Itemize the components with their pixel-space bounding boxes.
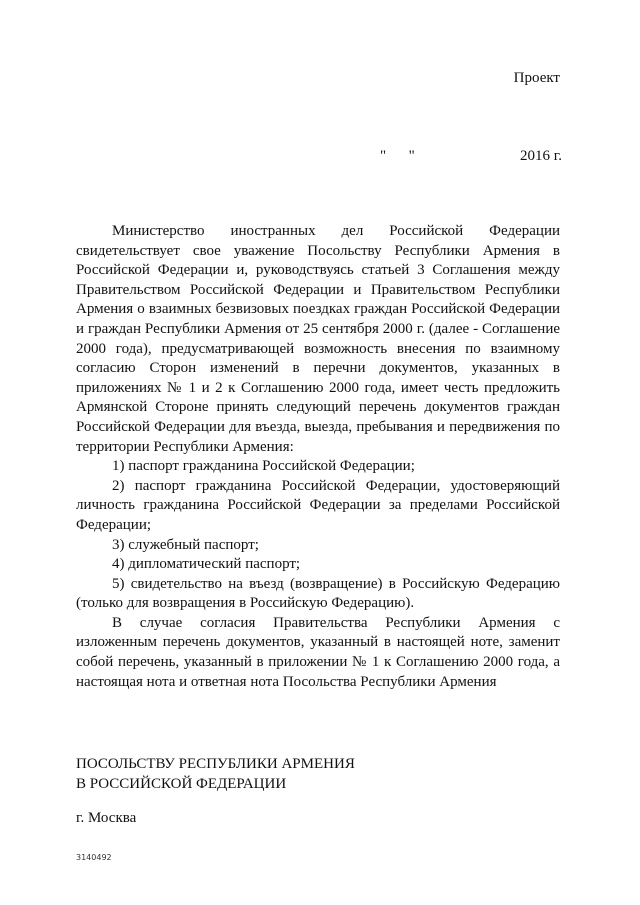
addressee-line-1: ПОСОЛЬСТВУ РЕСПУБЛИКИ АРМЕНИЯ bbox=[76, 756, 355, 772]
list-item: 3) служебный паспорт; bbox=[112, 536, 259, 553]
list-item: 1) паспорт гражданина Российской Федерации; bbox=[112, 458, 415, 475]
date-quotes: " " bbox=[380, 148, 415, 164]
city-label: г. Москва bbox=[76, 810, 137, 826]
addressee-line-2: В РОССИЙСКОЙ ФЕДЕРАЦИИ bbox=[76, 776, 287, 792]
list-item: 2) паспорт гражданина Российской Федерации, удостоверяющий личность гражданина Российской Федерации за пределами Российской Федерации; bbox=[76, 477, 560, 533]
list-item: 5) свидетельство на въезд (возвращение) в Российскую Федерацию (только для возвращения в Российскую Федерацию). bbox=[76, 575, 560, 612]
date-year: 2016 г. bbox=[520, 148, 562, 164]
list-item: 4) дипломатический паспорт; bbox=[112, 556, 301, 573]
intro-paragraph: Министерство иностранных дел Российской Федерации свидетельствует свое уважение Посольству Республики Армения в Российской Федерации и, руководствуясь статьей 3 Соглашения между Правительством Российской Федерации и Правительством Республики Армения о взаимных безвизовых поездках граждан Российской Федерации и граждан Республики Армения от 25 сентября 2000 г. (далее - Соглашение 2000 года), предусматривающей возможность внесения по взаимному согласию Сторон изменений в перечни документов, указанных в приложениях № 1 и 2 к Соглашению 2000 года, имеет честь предложить Армянской Стороне принять следующий перечень документов граждан Российской Федерации для въезда, выезда, пребывания и передвижения по территории Республики Армения: bbox=[76, 223, 560, 455]
draft-label: Проект bbox=[513, 70, 560, 86]
document-number: 3140492 bbox=[76, 853, 112, 862]
addressee-block bbox=[76, 754, 355, 794]
closing-paragraph: В случае согласия Правительства Республики Армения с изложенным перечень документов, указанный в настоящей ноте, заменит собой перечень, указанный в приложении № 1 к Соглашению 2000 года, а настоящая нота и ответная нота Посольства Республики Армения bbox=[76, 614, 560, 690]
note-body bbox=[76, 222, 560, 692]
